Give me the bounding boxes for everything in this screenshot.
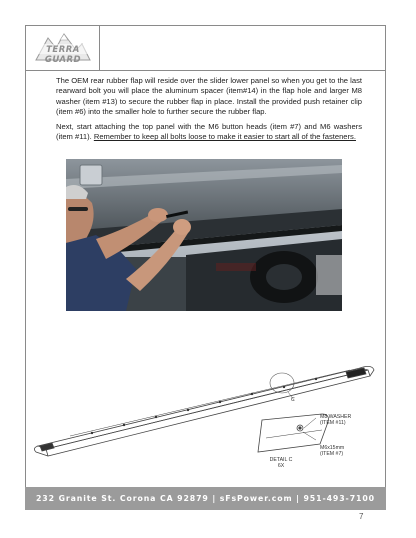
instruction-warning: Remember to keep all bolts loose to make it easier to start all of the fasteners. xyxy=(93,132,356,142)
bolt-callout xyxy=(320,445,344,458)
detail-c-marker: C xyxy=(291,397,295,403)
page-number: 7 xyxy=(359,512,364,521)
detail-c-label: DETAIL C xyxy=(269,457,293,463)
terra-guard-logo xyxy=(26,26,100,70)
bolt-item: (ITEM #7) xyxy=(320,451,344,458)
detail-c-scale: 6X xyxy=(277,463,285,470)
m8-washer-callout xyxy=(320,414,351,427)
m8-washer-label: M8 WASHER xyxy=(320,414,352,420)
instruction-text: Next, start attaching the top panel with the M6 button heads (item #7) and M6 washers (item #11). xyxy=(56,122,362,142)
instruction-paragraph-2 xyxy=(56,122,362,143)
footer-bar xyxy=(25,487,386,510)
m8-washer-item: (ITEM #11) xyxy=(320,420,346,427)
footer-contact: 232 Granite St. Corona CA 92879 | sFsPower.com | 951-493-7100 xyxy=(35,494,375,503)
install-photo xyxy=(66,159,342,311)
svg-text:TERRA: TERRA xyxy=(46,45,80,55)
svg-text:GUARD: GUARD xyxy=(44,55,82,65)
header-divider xyxy=(25,70,386,71)
detail-c-caption xyxy=(266,457,296,470)
instruction-paragraph-1: The OEM rear rubber flap will reside over the slider lower panel so when you get to the last rearward bolt you will place the aluminum spacer (item#14) in the flap hole and larger M8 washer (item #13) to secure the rubber flap in place. Install the provided push retainer clip (item #6) into the smaller hole to further secure the rubber flap. xyxy=(56,76,362,117)
bolt-label: M6x15mm xyxy=(320,445,345,451)
